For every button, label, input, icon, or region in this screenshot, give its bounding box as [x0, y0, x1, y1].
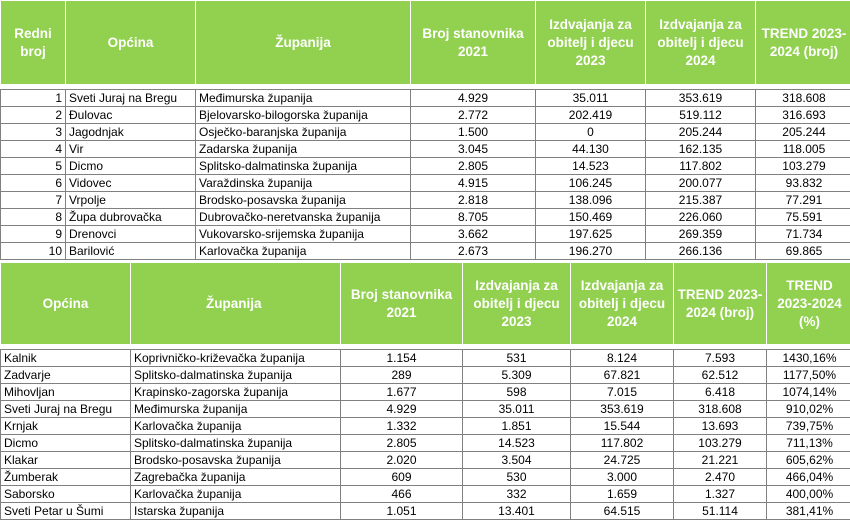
cell-population: 2.020: [341, 452, 463, 469]
cell-spending-2023: 196.270: [536, 243, 646, 260]
cell-trend-count: 2.470: [674, 469, 767, 486]
col-header-trend-count: TREND 2023-2024 (broj): [756, 1, 850, 85]
cell-trend-percent: 910,02%: [767, 401, 850, 418]
cell-trend-count: 7.593: [674, 350, 767, 367]
table-row: [1, 209, 850, 226]
cell-municipality: Župa dubrovačka: [66, 209, 196, 226]
table-row: [1, 243, 850, 260]
cell-rank: 4: [1, 141, 66, 158]
cell-spending-2023: 1.851: [463, 418, 571, 435]
cell-spending-2023: 0: [536, 124, 646, 141]
cell-trend-count: 205.244: [756, 124, 850, 141]
cell-county: Bjelovarsko-bilogorska županija: [196, 107, 411, 124]
cell-population: 289: [341, 367, 463, 384]
cell-spending-2023: 44.130: [536, 141, 646, 158]
cell-trend-count: 69.865: [756, 243, 850, 260]
cell-spending-2024: 215.387: [646, 192, 756, 209]
cell-municipality: Dicmo: [66, 158, 196, 175]
cell-trend-percent: 400,00%: [767, 486, 850, 503]
cell-spending-2023: 14.523: [463, 435, 571, 452]
cell-municipality: Barilović: [66, 243, 196, 260]
cell-spending-2024: 3.000: [571, 469, 674, 486]
table-row: [1, 418, 850, 435]
table-row: [1, 90, 850, 107]
cell-trend-percent: 605,62%: [767, 452, 850, 469]
col-header-spending-2023: Izdvajanja za obitelj i djecu 2023: [463, 263, 571, 345]
cell-population: 4.929: [341, 401, 463, 418]
cell-county: Koprivničko-križevačka županija: [131, 350, 341, 367]
cell-municipality: Drenovci: [66, 226, 196, 243]
cell-municipality: Žumberak: [1, 469, 131, 486]
table-row: [1, 107, 850, 124]
cell-population: 1.677: [341, 384, 463, 401]
cell-spending-2023: 332: [463, 486, 571, 503]
cell-population: 466: [341, 486, 463, 503]
cell-spending-2023: 531: [463, 350, 571, 367]
cell-population: 2.772: [411, 107, 536, 124]
cell-county: Zagrebačka županija: [131, 469, 341, 486]
cell-spending-2024: 117.802: [571, 435, 674, 452]
cell-county: Osječko-baranjska županija: [196, 124, 411, 141]
cell-trend-count: 118.005: [756, 141, 850, 158]
cell-trend-percent: 1177,50%: [767, 367, 850, 384]
cell-population: 4.915: [411, 175, 536, 192]
table-row: [1, 469, 850, 486]
cell-county: Brodsko-posavska županija: [196, 192, 411, 209]
cell-rank: 1: [1, 90, 66, 107]
cell-municipality: Jagodnjak: [66, 124, 196, 141]
cell-population: 3.045: [411, 141, 536, 158]
cell-municipality: Vrpolje: [66, 192, 196, 209]
cell-population: 8.705: [411, 209, 536, 226]
cell-spending-2024: 1.659: [571, 486, 674, 503]
cell-municipality: Krnjak: [1, 418, 131, 435]
cell-population: 1.332: [341, 418, 463, 435]
cell-spending-2024: 8.124: [571, 350, 674, 367]
table-row: [1, 226, 850, 243]
cell-trend-count: 21.221: [674, 452, 767, 469]
cell-trend-count: 62.512: [674, 367, 767, 384]
cell-population: 1.154: [341, 350, 463, 367]
cell-population: 1.500: [411, 124, 536, 141]
cell-county: Splitsko-dalmatinska županija: [131, 367, 341, 384]
cell-population: 2.673: [411, 243, 536, 260]
table-row: [1, 124, 850, 141]
cell-county: Karlovačka županija: [131, 418, 341, 435]
cell-municipality: Sveti Juraj na Bregu: [66, 90, 196, 107]
table-row: [1, 452, 850, 469]
cell-municipality: Klakar: [1, 452, 131, 469]
cell-trend-count: 318.608: [674, 401, 767, 418]
cell-spending-2023: 14.523: [536, 158, 646, 175]
table-row: [1, 175, 850, 192]
table-row: [1, 435, 850, 452]
col-header-spending-2024: Izdvajanja za obitelj i djecu 2024: [646, 1, 756, 85]
table-row: [1, 486, 850, 503]
cell-spending-2023: 35.011: [536, 90, 646, 107]
cell-county: Istarska županija: [131, 503, 341, 520]
cell-spending-2024: 519.112: [646, 107, 756, 124]
table-row: [1, 350, 850, 367]
cell-rank: 3: [1, 124, 66, 141]
cell-trend-count: 1.327: [674, 486, 767, 503]
table-row: [1, 503, 850, 520]
cell-county: Međimurska županija: [196, 90, 411, 107]
cell-municipality: Mihovljan: [1, 384, 131, 401]
cell-rank: 7: [1, 192, 66, 209]
cell-municipality: Đulovac: [66, 107, 196, 124]
cell-trend-percent: 711,13%: [767, 435, 850, 452]
cell-spending-2024: 162.135: [646, 141, 756, 158]
cell-rank: 10: [1, 243, 66, 260]
cell-county: Karlovačka županija: [196, 243, 411, 260]
cell-municipality: Sveti Juraj na Bregu: [1, 401, 131, 418]
cell-municipality: Saborsko: [1, 486, 131, 503]
col-header-population: Broj stanovnika 2021: [411, 1, 536, 85]
cell-spending-2024: 266.136: [646, 243, 756, 260]
cell-spending-2024: 24.725: [571, 452, 674, 469]
cell-county: Splitsko-dalmatinska županija: [196, 158, 411, 175]
cell-spending-2024: 205.244: [646, 124, 756, 141]
cell-trend-percent: 739,75%: [767, 418, 850, 435]
col-header-county: Županija: [196, 1, 411, 85]
cell-spending-2023: 35.011: [463, 401, 571, 418]
cell-county: Međimurska županija: [131, 401, 341, 418]
cell-trend-count: 93.832: [756, 175, 850, 192]
cell-municipality: Sveti Petar u Šumi: [1, 503, 131, 520]
table-header-row: [1, 263, 850, 345]
cell-spending-2023: 106.245: [536, 175, 646, 192]
cell-trend-count: 13.693: [674, 418, 767, 435]
cell-municipality: Vir: [66, 141, 196, 158]
col-header-county: Županija: [131, 263, 341, 345]
cell-spending-2024: 226.060: [646, 209, 756, 226]
cell-spending-2023: 598: [463, 384, 571, 401]
cell-spending-2023: 5.309: [463, 367, 571, 384]
cell-spending-2023: 150.469: [536, 209, 646, 226]
cell-spending-2024: 269.359: [646, 226, 756, 243]
col-header-municipality: Općina: [1, 263, 131, 345]
cell-spending-2024: 7.015: [571, 384, 674, 401]
cell-population: 2.805: [411, 158, 536, 175]
cell-trend-count: 316.693: [756, 107, 850, 124]
table-row: [1, 401, 850, 418]
col-header-trend-count: TREND 2023-2024 (broj): [674, 263, 767, 345]
col-header-trend-percent: TREND 2023-2024 (%): [767, 263, 850, 345]
cell-spending-2024: 15.544: [571, 418, 674, 435]
cell-municipality: Dicmo: [1, 435, 131, 452]
table-row: [1, 192, 850, 209]
cell-county: Brodsko-posavska županija: [131, 452, 341, 469]
cell-spending-2023: 530: [463, 469, 571, 486]
cell-rank: 2: [1, 107, 66, 124]
cell-spending-2023: 3.504: [463, 452, 571, 469]
cell-spending-2024: 64.515: [571, 503, 674, 520]
cell-trend-count: 71.734: [756, 226, 850, 243]
cell-spending-2024: 67.821: [571, 367, 674, 384]
cell-county: Krapinsko-zagorska županija: [131, 384, 341, 401]
cell-county: Splitsko-dalmatinska županija: [131, 435, 341, 452]
cell-spending-2023: 13.401: [463, 503, 571, 520]
cell-trend-percent: 1430,16%: [767, 350, 850, 367]
cell-trend-percent: 381,41%: [767, 503, 850, 520]
cell-spending-2024: 353.619: [571, 401, 674, 418]
cell-trend-count: 75.591: [756, 209, 850, 226]
cell-municipality: Vidovec: [66, 175, 196, 192]
cell-trend-count: 103.279: [756, 158, 850, 175]
ranking-table-percent: [0, 262, 850, 520]
cell-trend-count: 103.279: [674, 435, 767, 452]
cell-population: 2.818: [411, 192, 536, 209]
cell-spending-2024: 353.619: [646, 90, 756, 107]
cell-county: Dubrovačko-neretvanska županija: [196, 209, 411, 226]
col-header-spending-2023: Izdvajanja za obitelj i djecu 2023: [536, 1, 646, 85]
cell-trend-percent: 466,04%: [767, 469, 850, 486]
cell-trend-count: 318.608: [756, 90, 850, 107]
cell-municipality: Kalnik: [1, 350, 131, 367]
cell-population: 4.929: [411, 90, 536, 107]
cell-county: Varaždinska županija: [196, 175, 411, 192]
cell-rank: 6: [1, 175, 66, 192]
cell-municipality: Zadvarje: [1, 367, 131, 384]
cell-rank: 9: [1, 226, 66, 243]
table-row: [1, 141, 850, 158]
cell-trend-count: 6.418: [674, 384, 767, 401]
col-header-municipality: Općina: [66, 1, 196, 85]
cell-county: Vukovarsko-srijemska županija: [196, 226, 411, 243]
cell-trend-count: 51.114: [674, 503, 767, 520]
table-row: [1, 158, 850, 175]
table-row: [1, 367, 850, 384]
cell-population: 1.051: [341, 503, 463, 520]
cell-population: 2.805: [341, 435, 463, 452]
cell-rank: 8: [1, 209, 66, 226]
cell-county: Karlovačka županija: [131, 486, 341, 503]
table-header-row: [1, 1, 850, 85]
cell-population: 3.662: [411, 226, 536, 243]
col-header-spending-2024: Izdvajanja za obitelj i djecu 2024: [571, 263, 674, 345]
col-header-rank: Redni broj: [1, 1, 66, 85]
cell-population: 609: [341, 469, 463, 486]
cell-spending-2023: 202.419: [536, 107, 646, 124]
cell-trend-percent: 1074,14%: [767, 384, 850, 401]
cell-spending-2024: 117.802: [646, 158, 756, 175]
cell-spending-2024: 200.077: [646, 175, 756, 192]
col-header-population: Broj stanovnika 2021: [341, 263, 463, 345]
cell-county: Zadarska županija: [196, 141, 411, 158]
cell-trend-count: 77.291: [756, 192, 850, 209]
cell-rank: 5: [1, 158, 66, 175]
cell-spending-2023: 138.096: [536, 192, 646, 209]
cell-spending-2023: 197.625: [536, 226, 646, 243]
table-row: [1, 384, 850, 401]
